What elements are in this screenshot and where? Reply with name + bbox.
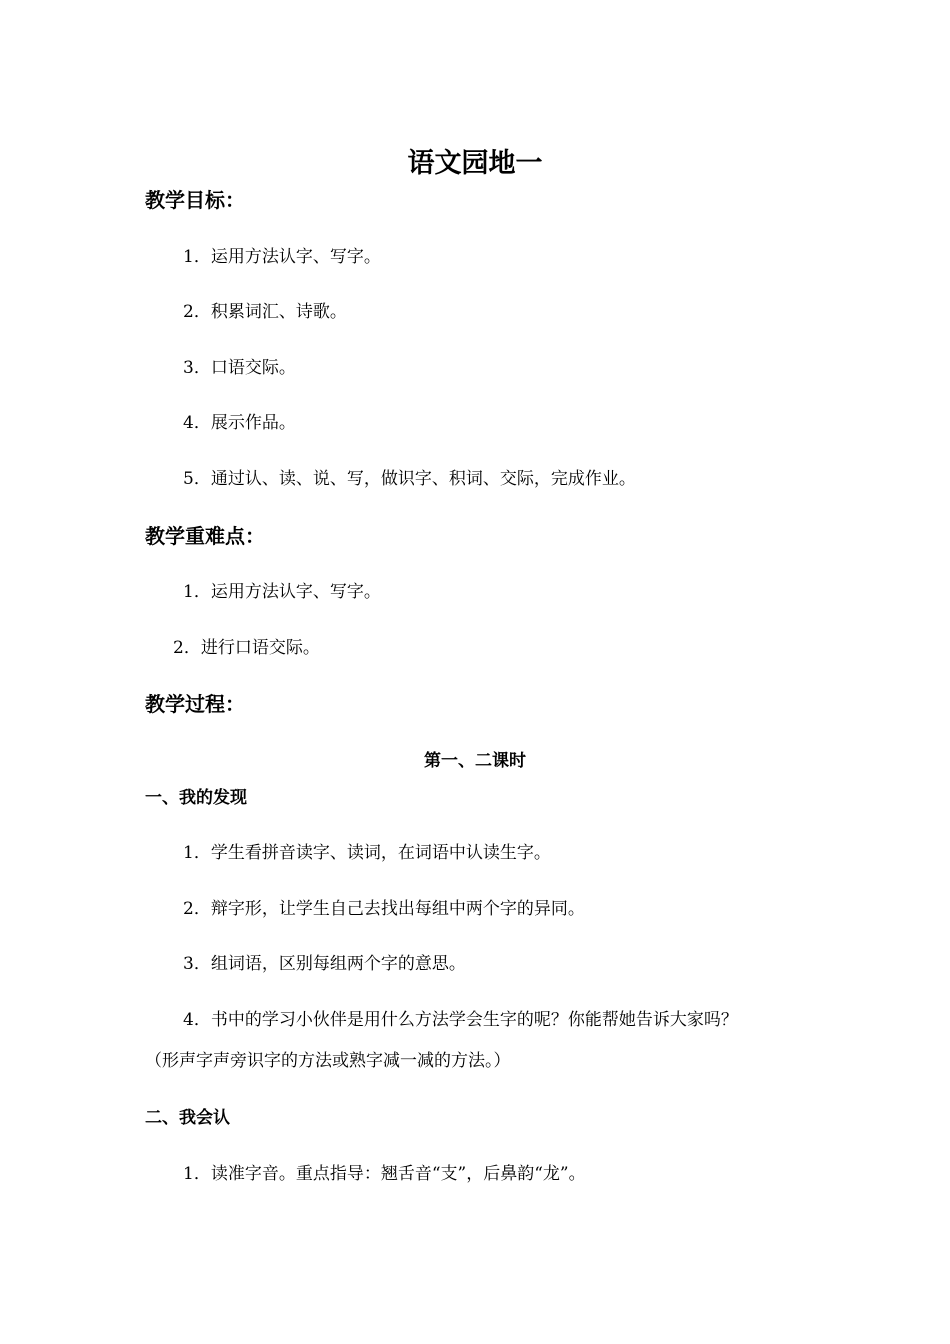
section-item-continuation: （形声字声旁识字的方法或熟字减一减的方法。） bbox=[145, 1051, 511, 1071]
objectives-heading: 教学目标： bbox=[145, 188, 245, 212]
section-item: 4．书中的学习小伙伴是用什么方法学会生字的呢？你能帮她告诉大家吗？ bbox=[183, 1010, 738, 1030]
section-heading: 一、我的发现 bbox=[145, 788, 247, 808]
key-point-item: 1．运用方法认字、写字。 bbox=[183, 582, 381, 602]
section-item: 2．辩字形，让学生自己去找出每组中两个字的异同。 bbox=[183, 899, 585, 919]
document-title: 语文园地一 bbox=[407, 148, 543, 179]
objective-item: 3．口语交际。 bbox=[183, 358, 296, 378]
objective-item: 4．展示作品。 bbox=[183, 413, 296, 433]
objective-item: 5．通过认、读、说、写，做识字、积词、交际，完成作业。 bbox=[183, 469, 636, 489]
section-heading: 二、我会认 bbox=[145, 1108, 230, 1128]
section-item: 1．读准字音。重点指导：翘舌音“支”，后鼻韵“龙”。 bbox=[183, 1164, 586, 1184]
process-heading: 教学过程： bbox=[145, 692, 245, 716]
section-item: 1．学生看拼音读字、读词，在词语中认读生字。 bbox=[183, 843, 551, 863]
section-item: 3．组词语，区别每组两个字的意思。 bbox=[183, 954, 466, 974]
objective-item: 2．积累词汇、诗歌。 bbox=[183, 302, 347, 322]
key-points-heading: 教学重难点： bbox=[145, 524, 265, 548]
key-point-item: 2．进行口语交际。 bbox=[173, 638, 320, 658]
lesson-label: 第一、二课时 bbox=[424, 751, 526, 771]
objective-item: 1．运用方法认字、写字。 bbox=[183, 247, 381, 267]
